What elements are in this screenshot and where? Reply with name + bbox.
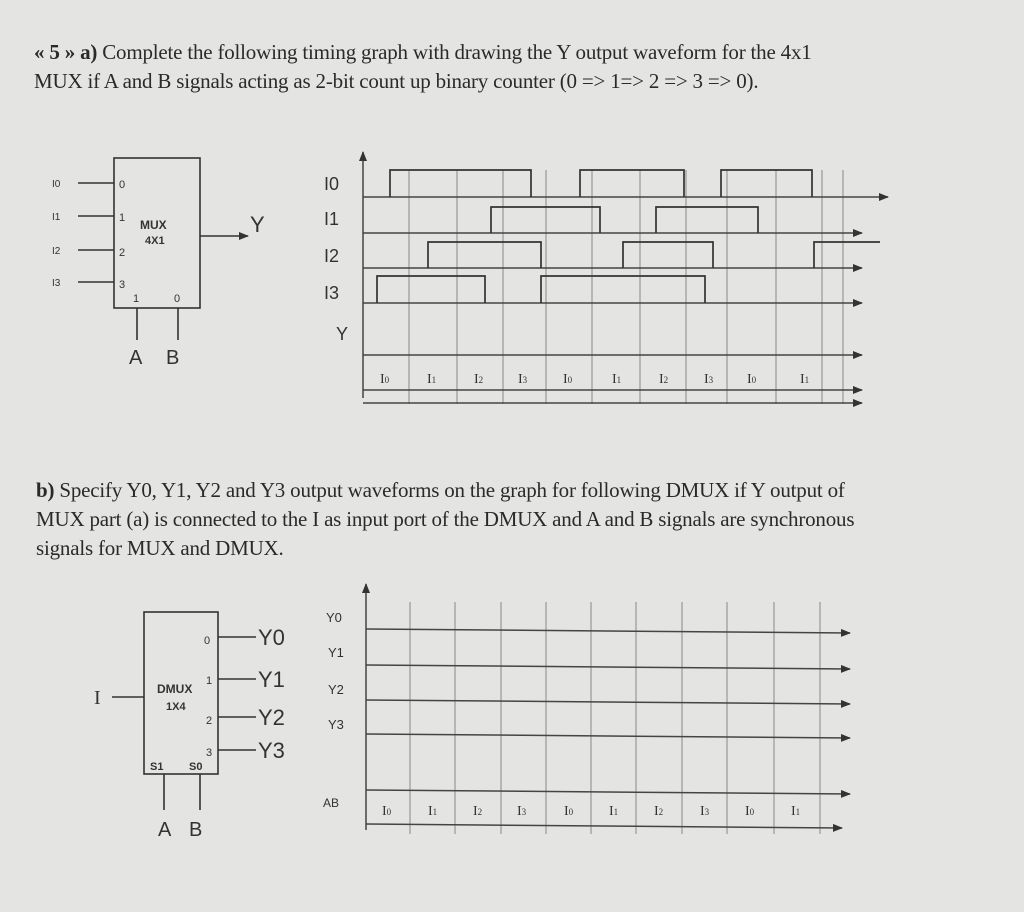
- timing-b-row-label-y2: Y2: [328, 682, 344, 697]
- timing-a-slot-label: I2: [659, 372, 669, 387]
- mux-input-label-i0: I0: [52, 179, 61, 190]
- mux-input-label-i3: I3: [52, 278, 61, 289]
- timing-a-slot-label: I1: [800, 372, 810, 387]
- mux-select-port-1: 1: [133, 293, 140, 305]
- mux-output-label: Y: [250, 212, 265, 237]
- timing-b-row-label-y3: Y3: [328, 717, 344, 732]
- dmux-port-0: 0: [204, 635, 211, 647]
- timing-b-slot-label: I1: [791, 804, 801, 819]
- mux-select-label-b: B: [166, 347, 180, 369]
- dmux-output-label-y0: Y0: [258, 625, 285, 650]
- question-number: « 5 »: [34, 40, 76, 64]
- timing-a-pulse-i2: [814, 242, 880, 268]
- part-a-text-line1: Complete the following timing graph with drawing the Y output waveform for the 4x1: [102, 40, 812, 64]
- timing-a-waveforms: [377, 170, 880, 303]
- dmux-select-port-s1: S1: [150, 761, 164, 773]
- timing-b-baselines: [366, 629, 850, 828]
- timing-a-pulse-i0: [721, 170, 812, 197]
- timing-a-slot-label: I1: [427, 372, 437, 387]
- timing-a-slot-label: I3: [518, 372, 528, 387]
- dmux-port-3: 3: [206, 747, 213, 759]
- timing-a-slot-label: I2: [474, 372, 484, 387]
- dmux-port-1: 1: [206, 675, 213, 687]
- part-b-text-line1: Specify Y0, Y1, Y2 and Y3 output waveforms on the graph for following DMUX if Y output of: [59, 478, 845, 502]
- timing-b-slot-label: I1: [428, 804, 438, 819]
- part-a-label: a): [80, 40, 98, 64]
- timing-a-slot-label: I1: [612, 372, 622, 387]
- dmux-subtitle: 1X4: [166, 701, 186, 713]
- mux-port-2: 2: [119, 247, 126, 259]
- timing-a-slot-label: I3: [704, 372, 714, 387]
- timing-b-ab-label: AB: [323, 796, 340, 810]
- mux-title: MUX: [140, 218, 167, 232]
- mux-select-port-0: 0: [174, 293, 181, 305]
- dmux-input-label: I: [94, 687, 101, 709]
- dmux-select-port-s0: S0: [189, 761, 203, 773]
- timing-a-row-label-y: Y: [336, 324, 349, 344]
- mux-port-3: 3: [119, 279, 126, 291]
- mux-select-label-a: A: [129, 347, 143, 369]
- timing-a-grid: [363, 152, 843, 404]
- dmux-output-label-y1: Y1: [258, 667, 285, 692]
- timing-a-slot-labels: [380, 372, 809, 387]
- timing-b-baseline: [366, 665, 850, 669]
- timing-a-pulse-i0: [390, 170, 531, 197]
- mux-port-1: 1: [119, 212, 126, 224]
- timing-b-slot-label: I3: [700, 804, 710, 819]
- timing-a-pulse-i1: [656, 207, 758, 233]
- mux-port-0: 0: [119, 179, 126, 191]
- timing-b-baseline: [366, 824, 842, 828]
- timing-a-slot-label: I0: [563, 372, 573, 387]
- timing-b-slot-label: I0: [382, 804, 392, 819]
- timing-b-grid: [366, 584, 820, 834]
- timing-b-slot-label: I0: [564, 804, 574, 819]
- timing-b-baseline: [366, 700, 850, 704]
- timing-a-pulse-i2: [428, 242, 541, 268]
- timing-a-pulse-i0: [580, 170, 684, 197]
- timing-a-baselines: [363, 197, 888, 403]
- timing-b-row-label-y1: Y1: [328, 645, 344, 660]
- timing-b-slot-label: I2: [473, 804, 483, 819]
- timing-b-slot-label: I0: [745, 804, 755, 819]
- timing-graph-a: [324, 152, 888, 404]
- mux-box: [114, 158, 200, 308]
- timing-a-row-label-i3: I3: [324, 283, 340, 303]
- part-a-text-line2: MUX if A and B signals acting as 2-bit count up binary counter (0 => 1=> 2 => 3 => 0).: [34, 69, 759, 93]
- mux-block: [78, 158, 248, 340]
- timing-a-slot-label: I0: [747, 372, 757, 387]
- timing-a-pulse-i3: [541, 276, 705, 303]
- timing-b-baseline: [366, 629, 850, 633]
- mux-input-label-i2: I2: [52, 246, 61, 257]
- timing-b-slot-label: I1: [609, 804, 619, 819]
- part-b-text-line3: signals for MUX and DMUX.: [36, 536, 284, 560]
- timing-b-baseline: [366, 790, 850, 794]
- dmux-output-label-y3: Y3: [258, 738, 285, 763]
- dmux-output-label-y2: Y2: [258, 705, 285, 730]
- dmux-port-2: 2: [206, 715, 213, 727]
- timing-b-baseline: [366, 734, 850, 738]
- dmux-select-label-a: A: [158, 819, 172, 841]
- dmux-select-label-b: B: [189, 819, 203, 841]
- timing-b-row-label-y0: Y0: [326, 610, 342, 625]
- mux-input-label-i1: I1: [52, 212, 61, 223]
- timing-a-pulse-i2: [623, 242, 713, 268]
- timing-a-slot-label: I0: [380, 372, 390, 387]
- part-b-label: b): [36, 478, 55, 502]
- timing-a-row-label-i0: I0: [324, 174, 340, 194]
- timing-b-slot-label: I2: [654, 804, 664, 819]
- timing-a-pulse-i3: [377, 276, 485, 303]
- timing-b-slot-label: I3: [517, 804, 527, 819]
- dmux-title: DMUX: [157, 682, 193, 696]
- timing-a-row-label-i2: I2: [324, 246, 340, 266]
- timing-a-row-label-i1: I1: [324, 209, 340, 229]
- part-b-text-line2: MUX part (a) is connected to the I as input port of the DMUX and A and B signals are synchronous: [36, 507, 855, 531]
- timing-graph-b: [323, 584, 850, 834]
- mux-subtitle: 4X1: [145, 235, 165, 247]
